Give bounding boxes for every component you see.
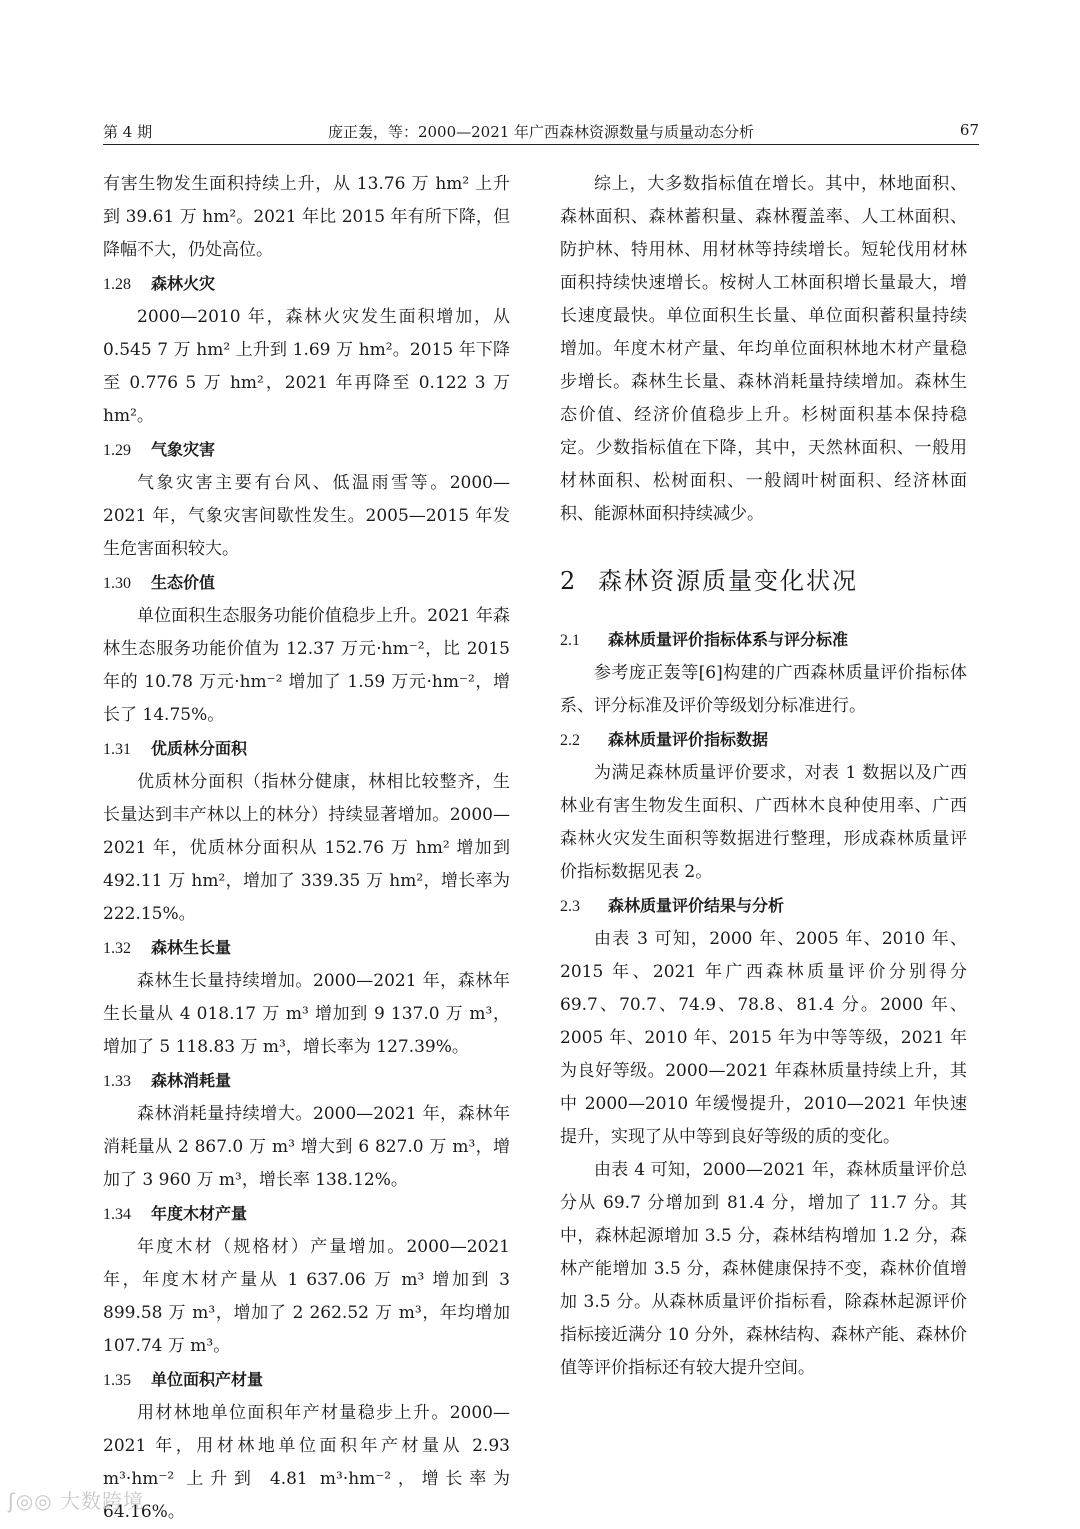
paragraph: 森林消耗量持续增大。2000—2021 年，森林年消耗量从 2 867.0 万 m³ 增大到 6 827.0 万 m³，增加了 3 960 万 m³，增长率 138.12%。 — [103, 1104, 510, 1190]
watermark-logo-icon: ʃ◎◎ — [8, 1489, 60, 1513]
watermark: ʃ◎◎ 大数跨境 — [8, 1489, 144, 1513]
section-heading-2-2: 2.2 森林质量评价指标数据 — [560, 730, 769, 749]
section-heading-1-29: 1.29 气象灾害 — [103, 440, 216, 459]
chapter-heading-2: 2 森林资源质量变化状况 — [560, 567, 858, 595]
paragraph: 用材林地单位面积年产材量稳步上升。2000—2021 年，用材林地单位面积年产材量从 2.93 m³·hm⁻² 上升到 4.81 m³·hm⁻²，增长率为 64.16%。 — [103, 1403, 510, 1522]
section-heading-1-32: 1.32 森林生长量 — [103, 938, 232, 957]
section-heading-1-30: 1.30 生态价值 — [103, 573, 216, 592]
section-heading-2-1: 2.1 森林质量评价指标体系与评分标准 — [560, 630, 849, 649]
paragraph: 2000—2010 年，森林火灾发生面积增加，从 0.545 7 万 hm² 上升到 1.69 万 hm²。2015 年下降至 0.776 5 万 hm²，2021 年再降至 0.122 3 万 hm²。 — [103, 307, 510, 426]
section-heading-1-35: 1.35 单位面积产材量 — [103, 1370, 264, 1389]
paragraph: 有害生物发生面积持续上升，从 13.76 万 hm² 上升到 39.61 万 hm²。2021 年比 2015 年有所下降，但降幅不大，仍处高位。 — [103, 174, 510, 260]
paragraph: 参考庞正轰等[6]构建的广西森林质量评价指标体系、评分标准及评价等级划分标准进行。 — [560, 663, 967, 716]
issue-number: 第 4 期 — [103, 123, 153, 141]
paragraph: 由表 3 可知，2000 年、2005 年、2010 年、2015 年、2021 年广西森林质量评价分别得分 69.7、70.7、74.9、78.8、81.4 分。2000 年、2005 年、2010 年、2015 年为中等等级，2021 年为良好等级。2000—2021 年森林质量持续上升，其中 2000—2010 年缓慢提升，2010—2021 年快速提升，实现了从中等到良好等级的质的变化。 — [560, 929, 967, 1147]
running-header — [103, 118, 979, 145]
paragraph: 综上，大多数指标值在增长。其中，林地面积、森林面积、森林蓄积量、森林覆盖率、人工林面积、防护林、特用林、用材林等持续增长。短轮伐用材林面积持续快速增长。桉树人工林面积增长量最大，增长速度最快。单位面积生长量、单位面积蓄积量持续增加。年度木材产量、年均单位面积林地木材产量稳步增长。森林生长量、森林消耗量持续增加。森林生态价值、经济价值稳步上升。杉树面积基本保持稳定。少数指标值在下降，其中，天然林面积、一般用材林面积、松树面积、一般阔叶树面积、经济林面积、能源林面积持续减少。 — [560, 174, 967, 524]
page-number: 67 — [959, 121, 979, 139]
section-heading-1-31: 1.31 优质林分面积 — [103, 739, 248, 758]
section-heading-1-28: 1.28 森林火灾 — [103, 274, 216, 293]
paragraph: 为满足森林质量评价要求，对表 1 数据以及广西林业有害生物发生面积、广西林木良种使用率、广西森林火灾发生面积等数据进行整理，形成森林质量评价指标数据见表 2。 — [560, 763, 967, 882]
running-title: 庞正轰，等：2000—2021 年广西森林资源数量与质量动态分析 — [327, 123, 755, 141]
paragraph: 气象灾害主要有台风、低温雨雪等。2000—2021 年，气象灾害间歇性发生。2005—2015 年发生危害面积较大。 — [103, 473, 510, 559]
paragraph: 优质林分面积（指林分健康，林相比较整齐，生长量达到丰产林以上的林分）持续显著增加。2000—2021 年，优质林分面积从 152.76 万 hm² 增加到 492.11 万 hm²，增加了 339.35 万 hm²，增长率为 222.15%。 — [103, 772, 510, 924]
left-column — [103, 168, 510, 1529]
paragraph: 由表 4 可知，2000—2021 年，森林质量评价总分从 69.7 分增加到 81.4 分，增加了 11.7 分。其中，森林起源增加 3.5 分，森林结构增加 1.2 分，森林产能增加 3.5 分，森林健康保持不变，森林价值增加 3.5 分。从森林质量评价指标看，除森林起源评价指标接近满分 10 分外，森林结构、森林产能、森林价值等评价指标还有较大提升空间。 — [560, 1160, 967, 1378]
section-heading-1-34: 1.34 年度木材产量 — [103, 1204, 248, 1223]
paragraph: 年度木材（规格材）产量增加。2000—2021 年，年度木材产量从 1 637.06 万 m³ 增加到 3 899.58 万 m³，增加了 2 262.52 万 m³，年均增加 107.74 万 m³。 — [103, 1237, 510, 1356]
section-heading-1-33: 1.33 森林消耗量 — [103, 1071, 232, 1090]
section-heading-2-3: 2.3 森林质量评价结果与分析 — [560, 896, 785, 915]
paragraph: 森林生长量持续增加。2000—2021 年，森林年生长量从 4 018.17 万 m³ 增加到 9 137.0 万 m³，增加了 5 118.83 万 m³，增长率为 127.39%。 — [103, 971, 510, 1057]
paragraph: 单位面积生态服务功能价值稳步上升。2021 年森林生态服务功能价值为 12.37 万元·hm⁻²，比 2015 年的 10.78 万元·hm⁻² 增加了 1.59 万元·hm⁻²，增长了 14.75%。 — [103, 606, 510, 725]
right-column — [560, 168, 967, 1385]
